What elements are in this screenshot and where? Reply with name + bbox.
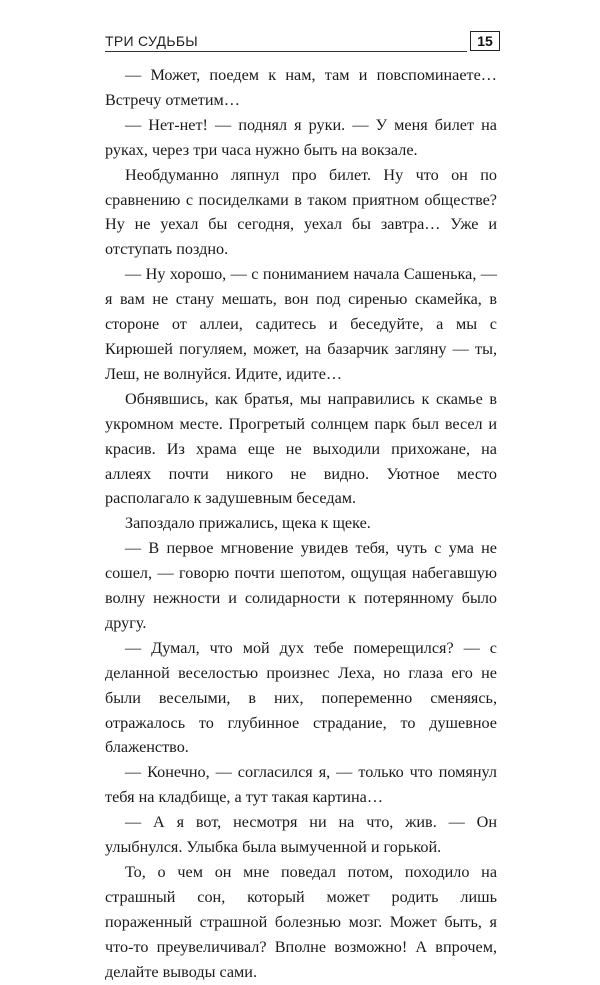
paragraph: — Нет-нет! — поднял я руки. — У меня билет на руках, через три часа нужно быть на вокзале. bbox=[105, 115, 497, 159]
running-header-title: ТРИ СУДЬБЫ bbox=[105, 33, 199, 49]
running-header bbox=[95, 30, 503, 56]
paragraph: Запоздало прижались, щека к щеке. bbox=[125, 514, 371, 533]
body-text bbox=[105, 63, 497, 985]
paragraph: Обнявшись, как братья, мы направились к скамье в укромном месте. Прогретый солнцем парк был весел и красив. Из храма еще не выходили прихожане, на аллеях почти никого не видно. Уютное место располагало к задушевным беседам. bbox=[105, 389, 497, 508]
page-number: 15 bbox=[470, 31, 500, 51]
paragraph: — Думал, что мой дух тебе померещился? — с деланной веселостью произнес Леха, но глаза его не были веселыми, в них, попеременно сменяясь, отражалось то глубинное страдание, то душевное блаженство. bbox=[105, 638, 497, 757]
paragraph: То, о чем он мне поведал потом, походило на страшный сон, который может родить лишь пораженный страшной болезнью мозг. Может быть, я что-то преувеличивал? Вполне возможно! А впрочем, делайте выводы сами. bbox=[105, 863, 497, 981]
paragraph: — В первое мгновение увидев тебя, чуть с ума не сошел, — говорю почти шепотом, ощущая набегавшую волну нежности и солидарности к потерянному было другу. bbox=[105, 539, 497, 632]
paragraph: — Конечно, — согласился я, — только что помянул тебя на кладбище, а тут такая картина… bbox=[105, 763, 497, 807]
header-rule bbox=[105, 51, 467, 52]
paragraph: Необдуманно ляпнул про билет. Ну что он по сравнению с посиделками в таком приятном обществе? Ну не уехал бы сегодня, уехал бы завтра… Уже и отступать поздно. bbox=[105, 165, 497, 259]
paragraph: — А я вот, несмотря ни на что, жив. — Он улыбнулся. Улыбка была вымученной и горькой. bbox=[105, 813, 497, 857]
paragraph: — Может, поедем к нам, там и повспоминаете… Встречу отметим… bbox=[105, 66, 497, 109]
paragraph: — Ну хорошо, — с пониманием начала Сашенька, — я вам не стану мешать, вон под сиренью скамейка, в стороне от аллеи, садитесь и беседуйте, а мы с Кирюшей погуляем, может, на базарчик загляну — ты, Леш, не волнуйся. Идите, идите… bbox=[105, 265, 497, 383]
